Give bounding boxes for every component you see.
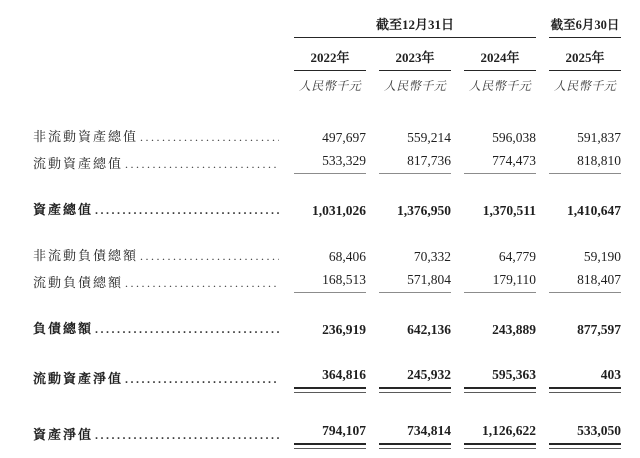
row-value: 70,332 [413, 249, 451, 264]
row-value: 168,513 [294, 270, 366, 293]
period-header-jun30 [549, 15, 621, 38]
row-value: 818,407 [549, 270, 621, 293]
row-value: 818,810 [549, 151, 621, 174]
row-value: 595,363 [464, 365, 536, 389]
unit-label: 人民幣千元 [383, 79, 447, 93]
period-header-jun30-label: 截至6月30日 [550, 18, 620, 32]
year-header-2024: 2024年 [464, 47, 536, 71]
period-header-dec31-label: 截至12月31日 [375, 17, 454, 32]
row-value: 794,107 [294, 421, 366, 445]
row-value: 68,406 [328, 249, 366, 264]
row-label-cell [33, 273, 281, 293]
row-value: 734,814 [379, 421, 451, 445]
row-label: 流動資產淨值 [33, 371, 124, 386]
row-label: 非流動負債總額 [33, 248, 139, 263]
row-value: 245,932 [379, 365, 451, 389]
row-label-cell [33, 246, 281, 266]
row-label: 非流動資產總值 [33, 129, 139, 144]
dot-leader [125, 155, 279, 174]
row-label-cell [33, 200, 281, 220]
row-value: 533,329 [294, 151, 366, 174]
table-row [33, 319, 621, 339]
row-value: 877,597 [577, 322, 621, 337]
row-value: 1,126,622 [464, 421, 536, 445]
row-value: 243,889 [492, 322, 536, 337]
row-value: 1,376,950 [397, 203, 451, 218]
row-label-cell [33, 127, 281, 147]
row-label-cell [33, 425, 281, 445]
dot-leader [95, 320, 279, 339]
row-value: 497,697 [322, 130, 366, 145]
table-body [33, 127, 621, 445]
table-row [33, 421, 621, 445]
table-row [33, 151, 621, 174]
table-row [33, 270, 621, 293]
row-value: 179,110 [464, 270, 536, 293]
year-header-2023: 2023年 [379, 47, 451, 71]
row-value: 403 [549, 365, 621, 389]
row-label: 資產淨值 [33, 427, 94, 442]
row-label-cell [33, 369, 281, 389]
dot-leader [140, 247, 279, 266]
table-row [33, 127, 621, 147]
row-value: 59,190 [583, 249, 621, 264]
table-row [33, 246, 621, 266]
row-label: 流動負債總額 [33, 275, 124, 290]
year-header-2022: 2022年 [294, 47, 366, 71]
row-value: 1,370,511 [482, 203, 536, 218]
row-value: 596,038 [492, 130, 536, 145]
row-value: 774,473 [464, 151, 536, 174]
period-header-dec31 [294, 14, 536, 38]
table-row [33, 365, 621, 389]
row-value: 591,837 [577, 130, 621, 145]
row-label-cell [33, 319, 281, 339]
row-value: 533,050 [549, 421, 621, 445]
unit-label: 人民幣千元 [298, 79, 362, 93]
row-value: 559,214 [407, 130, 451, 145]
row-label-cell [33, 154, 281, 174]
table-row [33, 200, 621, 220]
row-value: 1,410,647 [567, 203, 621, 218]
row-value: 817,736 [379, 151, 451, 174]
row-value: 1,031,026 [312, 203, 366, 218]
unit-label: 人民幣千元 [553, 79, 617, 93]
dot-leader [95, 426, 279, 445]
row-value: 642,136 [407, 322, 451, 337]
year-header-2025: 2025年 [549, 47, 621, 71]
dot-leader [125, 274, 279, 293]
row-value: 64,779 [498, 249, 536, 264]
dot-leader [95, 201, 279, 220]
period-header-row [33, 14, 621, 38]
unit-label: 人民幣千元 [468, 79, 532, 93]
row-label: 流動資產總值 [33, 156, 124, 171]
dot-leader [140, 128, 279, 147]
row-value: 236,919 [322, 322, 366, 337]
row-value: 364,816 [294, 365, 366, 389]
row-label: 負債總額 [33, 321, 94, 336]
row-value: 571,804 [379, 270, 451, 293]
row-label: 資產總值 [33, 202, 94, 217]
year-header-row [33, 47, 621, 71]
dot-leader [125, 370, 279, 389]
unit-row [33, 77, 621, 94]
